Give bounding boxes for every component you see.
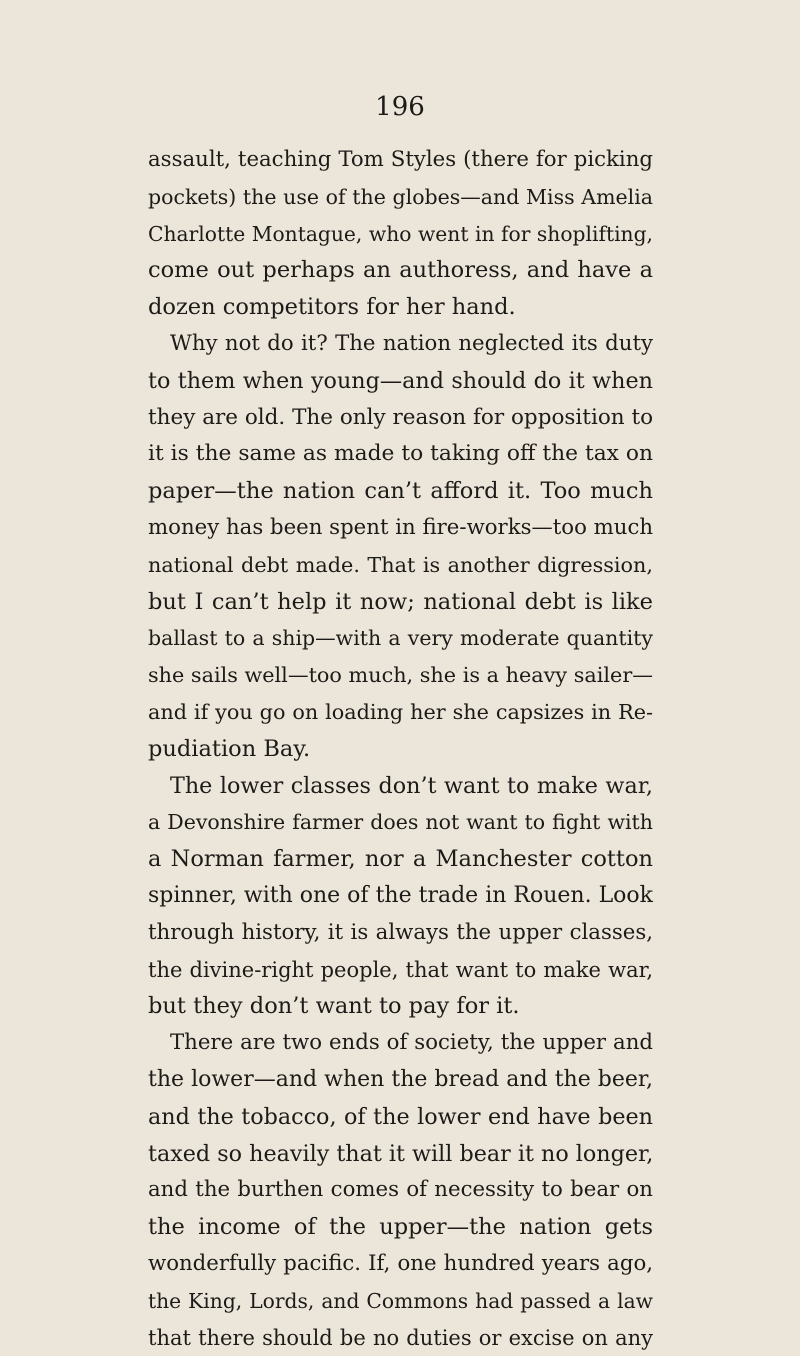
page-number: 196 <box>0 92 800 122</box>
text-line: The lower classes don’t want to make war, <box>148 768 653 805</box>
text-line: come out perhaps an authoress, and have a <box>148 252 653 289</box>
text-line: money has been spent in fire-works—too much <box>148 510 653 547</box>
text-line: pockets) the use of the globes—and Miss Amelia <box>148 179 653 216</box>
text-line: the King, Lords, and Commons had passed a law <box>148 1283 653 1320</box>
text-line: spinner, with one of the trade in Rouen. Look <box>148 878 653 915</box>
text-line: ballast to a ship—with a very moderate quantity <box>148 620 653 657</box>
text-line: the lower—and when the bread and the beer, <box>148 1062 653 1099</box>
text-line: but I can’t help it now; national debt is like <box>148 584 653 621</box>
text-line: to them when young—and should do it when <box>148 363 653 400</box>
text-line: the income of the upper—the nation gets <box>148 1209 653 1246</box>
text-line: that there should be no duties or excise on any <box>148 1320 653 1356</box>
text-line: a Norman farmer, nor a Manchester cotton <box>148 841 653 878</box>
text-line: Charlotte Montague, who went in for shoplifting, <box>148 216 653 253</box>
text-line: and if you go on loading her she capsizes in Re- <box>148 694 653 731</box>
text-line: dozen competitors for her hand. <box>148 289 653 326</box>
text-line: she sails well—too much, she is a heavy sailer— <box>148 657 653 694</box>
text-line: it is the same as made to taking off the tax on <box>148 436 653 473</box>
text-line: and the tobacco, of the lower end have been <box>148 1099 653 1136</box>
text-line: paper—the nation can’t afford it. Too much <box>148 473 653 510</box>
text-line: a Devonshire farmer does not want to fight with <box>148 804 653 841</box>
text-line: assault, teaching Tom Styles (there for picking <box>148 142 653 179</box>
text-line: through history, it is always the upper classes, <box>148 915 653 952</box>
text-line: they are old. The only reason for opposition to <box>148 400 653 437</box>
text-line: pudiation Bay. <box>148 731 653 768</box>
text-line: Why not do it? The nation neglected its duty <box>148 326 653 363</box>
text-line: taxed so heavily that it will bear it no longer, <box>148 1136 653 1173</box>
text-line: and the burthen comes of necessity to bear on <box>148 1172 653 1209</box>
text-line: the divine-right people, that want to make war, <box>148 952 653 989</box>
text-line: There are two ends of society, the upper and <box>148 1025 653 1062</box>
text-line: wonderfully pacific. If, one hundred years ago, <box>148 1246 653 1283</box>
body-text <box>148 142 653 1356</box>
text-line: but they don’t want to pay for it. <box>148 988 653 1025</box>
text-line: national debt made. That is another digression, <box>148 547 653 584</box>
